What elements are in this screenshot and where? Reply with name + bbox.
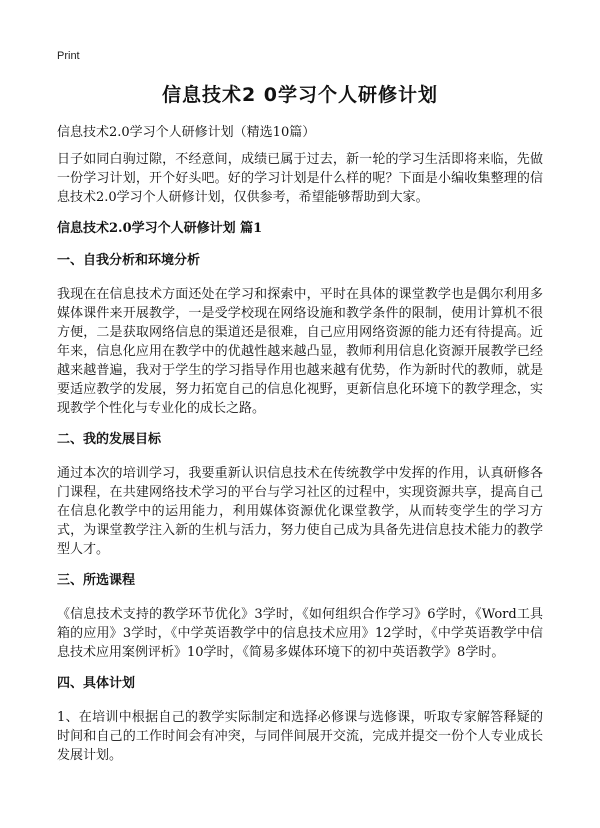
section-text-self-analysis: 我现在在信息技术方面还处在学习和探索中，平时在具体的课堂教学也是偶尔利用多媒体课件来开展教学，一是受学校现在网络设施和教学条件的限制，使用计算机不很方便，二是获取网络信息的渠道还是很难，自己应用网络资源的能力还有待提高。近年来，信息化应用在教学中的优越性越来越凸显，教师利用信息化资源开展教学已经越来越普遍，我对于学生的学习指导作用也越来越有优势，作为新时代的教师，就是要适应教学的发展，努力拓宽自己的信息化视野，更新信息化环境下的教学理念，实现教学个性化与专业化的成长之路。 xyxy=(57,287,543,416)
section-heading-courses: 三、所选课程 xyxy=(57,573,136,588)
section-heading-plan: 四、具体计划 xyxy=(57,676,136,691)
article-heading: 信息技术2.0学习个人研修计划 篇1 xyxy=(57,221,263,236)
section-text-courses: 《信息技术支持的教学环节优化》3学时，《如何组织合作学习》6学时，《Word工具箱的应用》3学时，《中学英语教学中的信息技术应用》12学时，《中学英语教学中信息技术应用案例评析》10学时，《简易多媒体环境下的初中英语教学》8学时。 xyxy=(57,607,543,660)
intro-paragraph: 日子如同白驹过隙，不经意间，成绩已属于过去，新一轮的学习生活即将来临，先做一份学习计划，开个好头吧。好的学习计划是什么样的呢？下面是小编收集整理的信息技术2.0学习个人研修计划，仅供参考，希望能够帮助到大家。 xyxy=(57,152,543,205)
document-body xyxy=(57,150,543,777)
section-text-plan: 1、在培训中根据自己的教学实际制定和选择必修课与选修课，听取专家解答释疑的时间和自己的工作时间会有冲突，与同伴间展开交流，完成并提交一份个人专业成长发展计划。 xyxy=(57,710,543,763)
print-label[interactable]: Print xyxy=(57,50,80,62)
document-subtitle: 信息技术2.0学习个人研修计划（精选10篇） xyxy=(57,125,316,140)
section-heading-goals: 二、我的发展目标 xyxy=(57,432,162,447)
section-heading-self-analysis: 一、自我分析和环境分析 xyxy=(57,253,201,268)
page-title: 信息技术2 0学习个人研修计划 xyxy=(161,84,439,106)
section-text-goals: 通过本次的培训学习，我要重新认识信息技术在传统教学中发挥的作用，认真研修各门课程，在共建网络技术学习的平台与学习社区的过程中，实现资源共享，提高自己在信息化教学中的运用能力，利用媒体资源优化课堂教学，从而转变学生的学习方式，为课堂教学注入新的生机与活力，努力使自己成为具备先进信息技术能力的教学型人才。 xyxy=(57,466,543,557)
